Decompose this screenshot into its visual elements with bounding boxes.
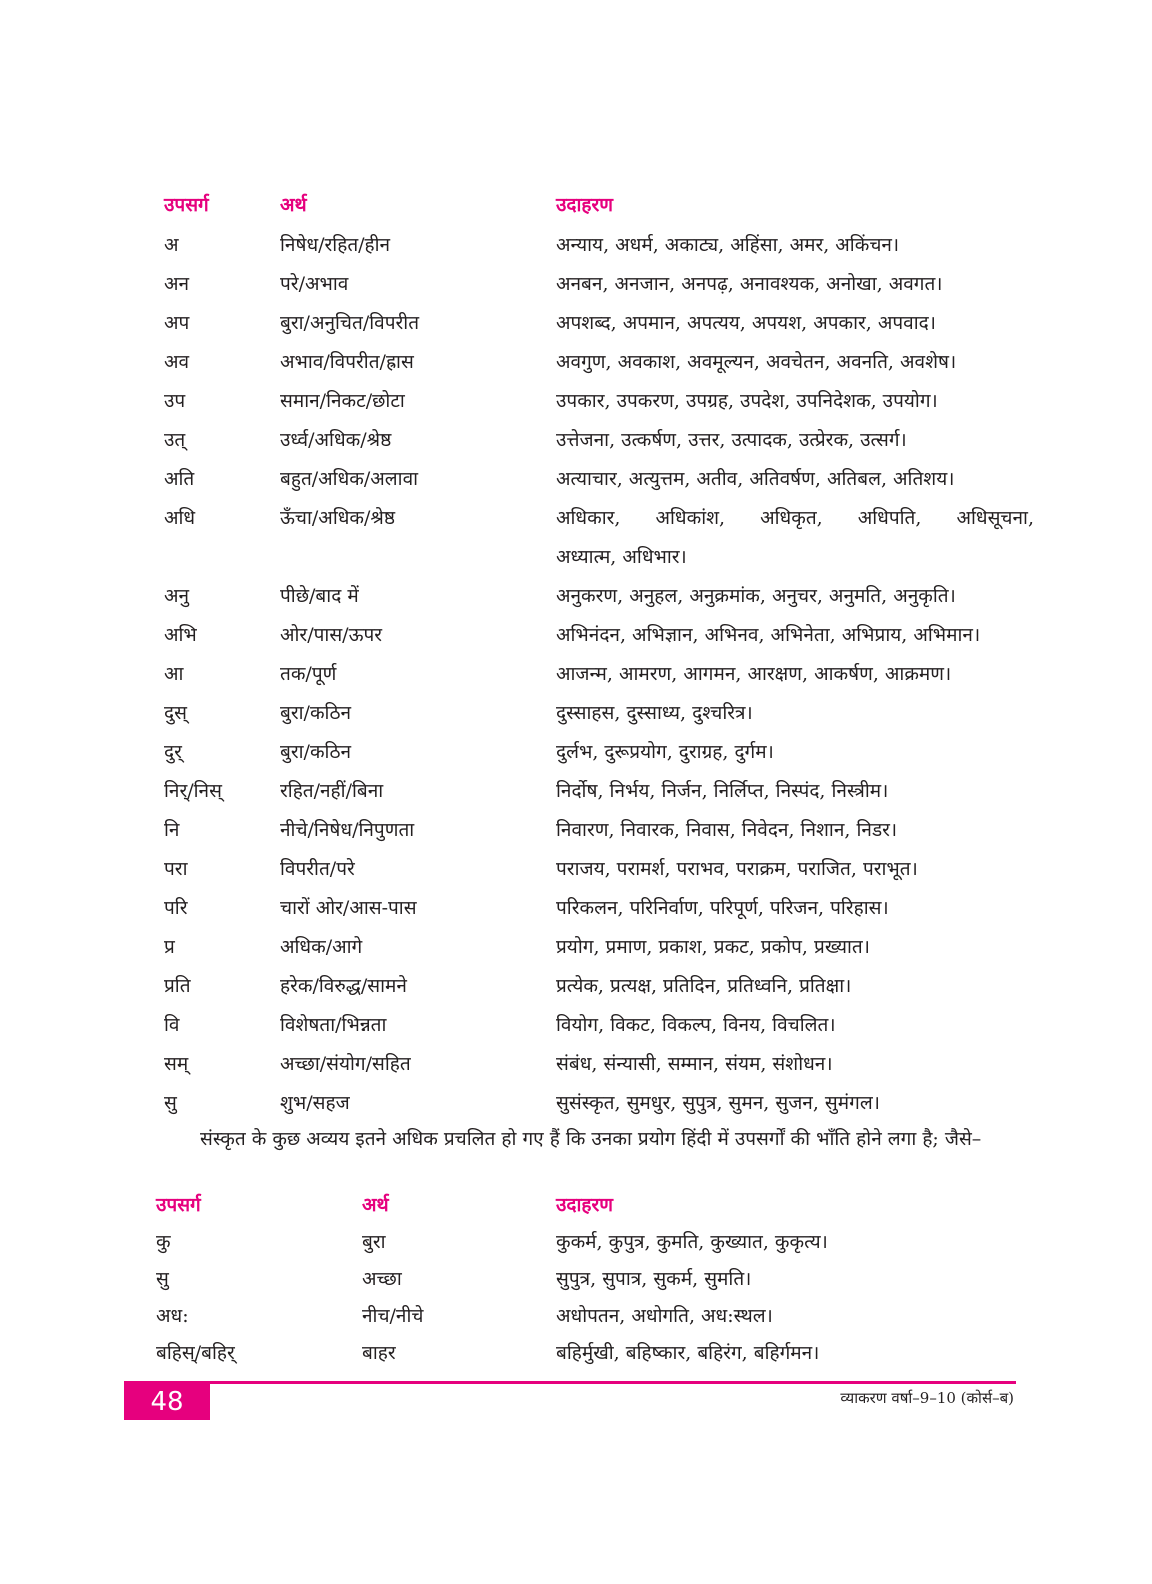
table-row xyxy=(160,655,1030,694)
table-row xyxy=(160,265,1030,304)
table-row xyxy=(160,928,1030,967)
meaning-cell: परे/अभाव xyxy=(280,273,349,295)
table-row xyxy=(160,694,1030,733)
meaning-cell: अच्छा/संयोग/सहित xyxy=(280,1053,411,1075)
examples-cell: अत्याचार, अत्युत्तम, अतीव, अतिवर्षण, अतिबल, अतिशय। xyxy=(556,468,955,490)
examples-cell: अनबन, अनजान, अनपढ़, अनावश्यक, अनोखा, अवगत। xyxy=(556,273,943,295)
examples-cell: बहिर्मुखी, बहिष्कार, बहिरंग, बहिर्गमन। xyxy=(556,1342,820,1364)
prefix-cell: अव xyxy=(164,351,190,373)
intro-paragraph: संस्कृत के कुछ अव्यय इतने अधिक प्रचलित हो गए हैं कि उनका प्रयोग हिंदी में उपसर्गों की भाँति होने लगा है; जैसे– xyxy=(200,1128,982,1150)
meaning-cell: विपरीत/परे xyxy=(280,858,355,880)
meaning-cell: बहुत/अधिक/अलावा xyxy=(280,468,419,490)
meaning-cell: निषेध/रहित/हीन xyxy=(280,234,391,256)
prefix-cell: परा xyxy=(164,858,188,880)
table-row xyxy=(160,343,1030,382)
prefix-cell: अ xyxy=(164,234,179,256)
table-row xyxy=(160,421,1030,460)
examples-cell: पराजय, परामर्श, पराभव, पराक्रम, पराजित, पराभूत। xyxy=(556,858,918,880)
meaning-cell: बुरा/अनुचित/विपरीत xyxy=(280,312,420,334)
meaning-cell: नीचे/निषेध/निपुणता xyxy=(280,819,415,841)
table-row xyxy=(160,733,1030,772)
table-row xyxy=(160,616,1030,655)
header-prefix: उपसर्ग xyxy=(156,1194,201,1216)
examples-cell: दुर्लभ, दुरूप्रयोग, दुराग्रह, दुर्गम। xyxy=(556,741,774,763)
meaning-cell: बाहर xyxy=(362,1342,396,1364)
table-row xyxy=(160,460,1030,499)
examples-cell: सुपुत्र, सुपात्र, सुकर्म, सुमति। xyxy=(556,1268,752,1290)
examples-cell: निवारण, निवारक, निवास, निवेदन, निशान, निडर। xyxy=(556,819,898,841)
table-row xyxy=(160,850,1030,889)
examples-cell: निर्दोष, निर्भय, निर्जन, निर्लिप्त, निस्पंद, निस्त्रीम। xyxy=(556,780,889,802)
footer-rule xyxy=(124,1381,1016,1384)
header-examples: उदाहरण xyxy=(556,194,614,216)
prefix-cell: निर्/निस् xyxy=(164,780,222,802)
header-meaning: अर्थ xyxy=(280,194,307,216)
table-row xyxy=(160,304,1030,343)
table-header xyxy=(160,190,1030,226)
prefix-cell: अनु xyxy=(164,585,190,607)
examples-cell: प्रत्येक, प्रत्यक्ष, प्रतिदिन, प्रतिध्वनि, प्रतिक्षा। xyxy=(556,975,852,997)
meaning-cell: ओर/पास/ऊपर xyxy=(280,624,383,646)
table-row xyxy=(152,1335,1012,1372)
table-row xyxy=(160,382,1030,421)
examples-cell: अभिनंदन, अभिज्ञान, अभिनव, अभिनेता, अभिप्राय, अभिमान। xyxy=(556,624,981,646)
prefix-cell: सु xyxy=(156,1268,169,1290)
meaning-cell: अधिक/आगे xyxy=(280,936,363,958)
prefix-cell: अभि xyxy=(164,624,197,646)
examples-cell: संबंध, संन्यासी, सम्मान, संयम, संशोधन। xyxy=(556,1053,833,1075)
prefix-cell: अति xyxy=(164,468,195,490)
prefix-cell: वि xyxy=(164,1014,180,1036)
examples-cell: प्रयोग, प्रमाण, प्रकाश, प्रकट, प्रकोप, प्रख्यात। xyxy=(556,936,870,958)
meaning-cell: रहित/नहीं/बिना xyxy=(280,780,384,802)
table-row xyxy=(160,499,1034,577)
header-examples: उदाहरण xyxy=(556,1194,614,1216)
meaning-cell: बुरा/कठिन xyxy=(280,741,352,763)
meaning-cell: उर्ध्व/अधिक/श्रेष्ठ xyxy=(280,429,392,451)
examples-cell: परिकलन, परिनिर्वाण, परिपूर्ण, परिजन, परिहास। xyxy=(556,897,889,919)
prefix-cell: उप xyxy=(164,390,186,412)
table-row xyxy=(152,1224,1012,1261)
examples-cell: दुस्साहस, दुस्साध्य, दुश्चरित्र। xyxy=(556,702,753,724)
meaning-cell: चारों ओर/आस-पास xyxy=(280,897,417,919)
examples-cell: उत्तेजना, उत्कर्षण, उत्तर, उत्पादक, उत्प्रेरक, उत्सर्ग। xyxy=(556,429,907,451)
prefix-cell: सु xyxy=(164,1092,177,1114)
table-row xyxy=(152,1298,1012,1335)
prefix-cell: कु xyxy=(156,1231,171,1253)
prefix-cell: अध: xyxy=(156,1305,189,1327)
prefix-cell: सम् xyxy=(164,1053,189,1075)
meaning-cell: बुरा xyxy=(362,1231,386,1253)
prefix-cell: अप xyxy=(164,312,190,334)
table-row xyxy=(160,577,1030,616)
examples-cell: अधोपतन, अधोगति, अध:स्थल। xyxy=(556,1305,773,1327)
meaning-cell: बुरा/कठिन xyxy=(280,702,352,724)
table-row xyxy=(160,1045,1030,1084)
table-body xyxy=(152,1224,1012,1372)
table-row xyxy=(160,811,1030,850)
examples-cell xyxy=(556,499,1034,577)
examples-cell: अपशब्द, अपमान, अपत्यय, अपयश, अपकार, अपवाद। xyxy=(556,312,936,334)
sanskrit-prefix-table xyxy=(152,1190,1012,1372)
table-row xyxy=(160,889,1030,928)
examples-cell: अन्याय, अधर्म, अकाट्य, अहिंसा, अमर, अकिंचन। xyxy=(556,234,900,256)
prefix-cell: दुर् xyxy=(164,741,182,763)
prefix-cell: नि xyxy=(164,819,180,841)
prefix-cell: आ xyxy=(164,663,184,685)
examples-line-1: अधिकार, अधिकांश, अधिकृत, अधिपति, अधिसूचना, xyxy=(556,507,1034,529)
examples-cell: वियोग, विकट, विकल्प, विनय, विचलित। xyxy=(556,1014,836,1036)
prefix-cell: परि xyxy=(164,897,188,919)
examples-cell: आजन्म, आमरण, आगमन, आरक्षण, आकर्षण, आक्रमण। xyxy=(556,663,952,685)
examples-cell: अनुकरण, अनुहल, अनुक्रमांक, अनुचर, अनुमति, अनुकृति। xyxy=(556,585,956,607)
prefix-cell: प्र xyxy=(164,936,175,958)
table-row xyxy=(160,772,1030,811)
meaning-cell: पीछे/बाद में xyxy=(280,585,359,607)
meaning-cell: अच्छा xyxy=(362,1268,402,1290)
meaning-cell: ऊँचा/अधिक/श्रेष्ठ xyxy=(280,507,396,529)
page-number: 48 xyxy=(124,1384,210,1420)
examples-cell: कुकर्म, कुपुत्र, कुमति, कुख्यात, कुकृत्य। xyxy=(556,1231,828,1253)
prefix-cell: अधि xyxy=(164,507,196,529)
header-meaning: अर्थ xyxy=(362,1194,389,1216)
table-row xyxy=(160,967,1030,1006)
meaning-cell: नीच/नीचे xyxy=(362,1305,424,1327)
prefix-table xyxy=(160,190,1034,1123)
examples-cell: अवगुण, अवकाश, अवमूल्यन, अवचेतन, अवनति, अवशेष। xyxy=(556,351,957,373)
meaning-cell: हरेक/विरुद्ध/सामने xyxy=(280,975,407,997)
prefix-cell: प्रति xyxy=(164,975,191,997)
table-header xyxy=(152,1190,1012,1224)
prefix-cell: उत् xyxy=(164,429,186,451)
table-row xyxy=(160,1006,1030,1045)
header-prefix: उपसर्ग xyxy=(164,194,209,216)
book-title: व्याकरण वर्षा–9–10 (कोर्स–ब) xyxy=(840,1389,1014,1407)
examples-cell: सुसंस्कृत, सुमधुर, सुपुत्र, सुमन, सुजन, सुमंगल। xyxy=(556,1092,880,1114)
examples-line-2: अध्यात्म, अधिभार। xyxy=(556,546,687,568)
meaning-cell: अभाव/विपरीत/ह्रास xyxy=(280,351,414,373)
prefix-cell: बहिस्/बहिर् xyxy=(156,1342,235,1364)
meaning-cell: तक/पूर्ण xyxy=(280,663,337,685)
table-body xyxy=(160,226,1034,1123)
table-row xyxy=(160,1084,1030,1123)
table-row xyxy=(160,226,1030,265)
prefix-cell: दुस् xyxy=(164,702,187,724)
examples-cell: उपकार, उपकरण, उपग्रह, उपदेश, उपनिदेशक, उपयोग। xyxy=(556,390,938,412)
prefix-cell: अन xyxy=(164,273,190,295)
meaning-cell: समान/निकट/छोटा xyxy=(280,390,405,412)
meaning-cell: शुभ/सहज xyxy=(280,1092,350,1114)
meaning-cell: विशेषता/भिन्नता xyxy=(280,1014,387,1036)
table-row xyxy=(152,1261,1012,1298)
